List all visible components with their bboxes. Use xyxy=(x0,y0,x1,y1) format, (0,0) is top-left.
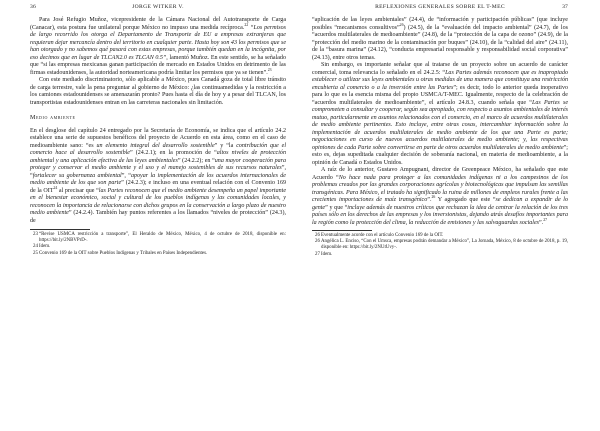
text-run: apoyar la implementación de los acuerdos internacionales de medio ambiente de los que son parte xyxy=(30,172,286,187)
paragraph xyxy=(312,62,568,167)
page-number: 36 xyxy=(30,4,36,10)
text-run: ”. xyxy=(427,197,432,204)
footnotes xyxy=(30,229,286,257)
footnote xyxy=(30,232,286,244)
text-run: incluye además de nuestros críticos que rechazan la idea de centrar la relación de los tres países sólo en los derechos de las empresas y los inversionistas, dejando atrás desafíos importantes para la región como la protección del clima, la reducción de emisiones y las salvaguardas sociales xyxy=(312,204,568,226)
footnote-ref: 24 xyxy=(53,185,58,190)
text-run: al precisar que “ xyxy=(57,187,99,194)
text-run: Y agregado que este “ xyxy=(435,197,496,204)
footnote-text: “Revise USMCA restricción a transporte”, El Heraldo de México, México, 4 de octubre de 2018, disponible en: https://bit.ly/2NBVPrD-. xyxy=(39,232,286,244)
text-run: Las Partes además reconocen que es inapropiado establecer o utilizar sus leyes ambientales u otras medidas de una manera que constituya una restricción encubierta al comercio o a la inversión entre las Partes xyxy=(312,69,568,91)
text-run: ” (24.2.2); en “ xyxy=(177,157,215,164)
section-heading: Medio ambiente xyxy=(30,115,76,122)
footnote-text: Idem. xyxy=(321,251,333,257)
text-run: ”. xyxy=(539,219,544,226)
footnote-ref: 26 xyxy=(399,22,404,27)
footnote-text: Eventualmente acorde con el artículo Convenio 169 de la OIT. xyxy=(321,233,444,239)
footnote-rule xyxy=(312,230,372,231)
text-run: fortalecer su gobernanza ambiental xyxy=(32,172,122,179)
footnote-number: 25 xyxy=(33,250,38,256)
text-run: “aplicación de las leyes ambientales” (24.4), de “información y participación públicas” (que incluye posibles “mecanismos consultivos” xyxy=(312,17,568,31)
text-run: Con este mediado discriminatorio, sólo aplicable a México, pues Canadá goza de total libre tránsito de carga terrestre, vale la pena preguntar al gobierno de México: ¿las continuamedidas y la restricción a los camiones estadounidenses se amenazarán pronto? Pues hasta el día de hoy y a pesar del TLCAN, los transportistas estadounidenses entran en las carreteras nacionales sin limitación. xyxy=(30,77,286,106)
footnote-ref: 26 xyxy=(431,195,436,200)
text-run: ” y “la xyxy=(214,142,237,149)
footnote-ref: 22 xyxy=(244,22,249,27)
text-run: ”, “ xyxy=(30,165,286,179)
page-number: 37 xyxy=(562,4,568,10)
footnote-text: Convenio 169 de la OIT sobre Pueblos Indígenas y Tribales en Países Independientes. xyxy=(39,250,208,256)
footnote-number: 26 xyxy=(315,239,320,245)
paragraph xyxy=(30,128,286,226)
footnote-list xyxy=(30,232,286,257)
text-run: altos niveles de protección ambiental y una aplicación efectiva de las leyes ambientales xyxy=(30,150,286,164)
footnote xyxy=(30,251,286,257)
text-run: Las Partes se comprometen a consultar y cooperar, según sea apropiado, con respecto a asuntos ambientales de interés mutuo, particularmente en asuntos relacionados con el comercio, en el marco de acuerdos multilaterales de medio ambiente pertinentes. Esto incluye, entre otras cosas, intercambiar información sobre la implementación de acuerdos multilaterales de medio ambiente de los que una Parte es parte; negociaciones en curso de nuevos acuerdos multilaterales de medio ambiente; y, las respectivas opiniones de cada Parte sobre convertirse en parte de otros acuerdos multilaterales de medio ambiente xyxy=(312,99,569,151)
footnote-ref: 23 xyxy=(267,67,272,72)
text-run: ”; esto es, dejas supeditada cualquier decisión de soberanía nacional, en materia de medioambiente, a la opinión de Canadá o Estados Unidos. xyxy=(312,144,568,166)
footnotes xyxy=(312,230,568,258)
footnote xyxy=(312,239,568,251)
footnote xyxy=(312,252,568,258)
running-head: JORGE WITKER V. xyxy=(132,4,184,10)
text-run: ) (24.5), de la “evaluación del impacto ambiental” (24.7), de los “acuerdos multilaterales de medioambiente” (24.8), de la “protección de la capa de ozono” (24.9), de la “protección del medio marino de la contaminación por buques” (24.10), de la “calidad del aire” (24.11), de la “basura marina” (24.12), “conducta empresarial responsable y responsabilidad social corporativa” (24.13), entre otros temas. xyxy=(312,24,568,61)
text-run: un elemento integral del desarrollo sostenible xyxy=(96,142,215,149)
text-run: No hace nada para proteger a las comunidades indígenas ni a los campesinos de los problemas creados por las grandes corporaciones agrícolas y biotecnológicas que impulsan las semillas transgénicas. Para México, el tratado ha significado la ruina de millones de empleos rurales frente a las crecientes importaciones de maíz transgénico xyxy=(312,174,568,204)
running-head: REFLEXIONES GENERALES SOBRE EL T-MEC xyxy=(375,4,505,10)
text-run: Sin embargo, es importante señalar que al tratarse de un proyecto sobre un acuerdo de carácter comercial, toma relevancia lo señalado en el 24.2.5: “ xyxy=(312,62,568,76)
paragraph xyxy=(312,167,568,227)
text-run: ”, “ xyxy=(121,172,131,179)
footnote-ref: 27 xyxy=(543,217,547,222)
footnote-number: 24 xyxy=(33,244,38,250)
text-run: ” (24.2.4). También hay puntos referentes a los llamados “niveles de protección” (24.3), de xyxy=(30,210,286,224)
text-run: Para José Refugio Muñoz, vicepresidente de la Cámara Nacional del Autotransporte de Carga (Canacar), esta postura fue unilateral porque México no impuso una medida recíproca. xyxy=(30,17,286,31)
footnote-number: 27 xyxy=(315,251,320,257)
text-run: En el desglose del capítulo 24 entregado por la Secretaría de Economía, se indica que el artículo 24.2 establece una serie de supuestos benéficos del proyecto de Acuerdo en esta área, como en el caso de medioambiente sano: “es xyxy=(30,127,286,149)
text-run: “Los permisos de largo recorrido los otorga el Departamento de Transporte de EU a empresas extranjeras que requieran dejar mercancía dentro del territorio en cualquier parte. Hasta hoy son 43 los permisos que se han otorgado y no sabemos qué pasará con estas empresas, porque también quedan en la incógnita, por eso decimos que en lugar de TLCAN2.0 es TLCAN 0.5” xyxy=(30,24,286,61)
footnote-text: Idem. xyxy=(39,244,51,250)
paragraph xyxy=(312,17,568,62)
footnote-number: 26 xyxy=(315,233,320,239)
paragraph xyxy=(30,77,286,107)
text-run: ” (24.2.1); en la promoción de “ xyxy=(129,150,217,157)
text-run: ”; es decir, todo lo anterior queda inoperativo para lo que es la esencia misma del propio USMCA/T-MEC. Igualmente, respecto de la celebración de “acuerdos multilaterales de medioambiente”, el artículo 24.8.3, cuando señala que “ xyxy=(312,84,568,106)
left-page-body xyxy=(30,17,286,257)
footnote-list xyxy=(312,233,568,258)
text-run: A raíz de lo anterior, Gustavo Ampugnani, director de Greenpeace México, ha señalado que este Acuerdo “ xyxy=(312,167,568,181)
text-run: contribución que el comercio hace al desarrollo sostenible xyxy=(30,142,287,157)
text-run: , lamentó Muñoz. En este sentido, se ha señalado que “si las empresas mexicanas ganan participación de mercado en Estados Unidos en detrimento de las firmas estadounidenses, la autoridad norteamericana podría limitar los permisos que ya se tienen”. xyxy=(30,54,286,76)
paragraph xyxy=(30,17,286,77)
footnote-number: 23 xyxy=(33,232,38,238)
footnote-text: Angélica L. Enciso, “Con el Umsca, empresas podrán demandar a México”, La Jornada, México, 8 de octubre de 2018, p. 19, disponible en: https://bit.ly/2NUtUvy-. xyxy=(321,239,568,251)
right-running-header xyxy=(312,4,568,12)
text-run: una mayor cooperación para proteger y conservar el medio ambiente y el uso y el manejo sostenibles de sus recursos naturales xyxy=(30,157,286,172)
text-run: ” y que “ xyxy=(325,204,348,211)
right-page-body xyxy=(312,17,568,258)
text-run: ” (24.2.3); e incluso en una eventual relación con el Convenio 169 de la OIT xyxy=(30,180,287,194)
text-run: se dedican a expandir de lo gente xyxy=(312,197,569,211)
text-run: las Partes reconocen que el medio ambiente desempeña un papel importante en el bienestar económico, social y cultural de los pueblos indígenas y las comunidades locales, y reconocen la importancia de relacionarse con dichos grupos en la conservación a largo plazo de nuestro medio ambiente xyxy=(30,187,287,217)
left-running-header xyxy=(30,4,286,12)
footnote-rule xyxy=(30,229,90,230)
